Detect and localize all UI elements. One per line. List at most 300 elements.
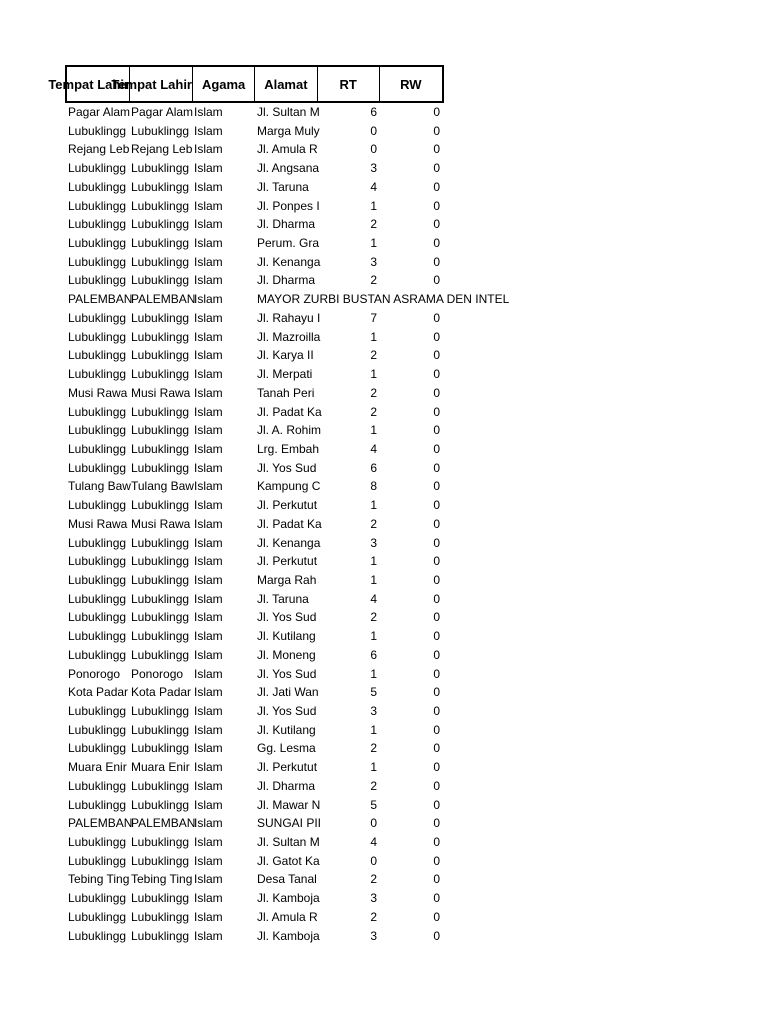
cell-rw[interactable]: 0 bbox=[433, 123, 440, 138]
cell-rt[interactable]: 0 bbox=[370, 816, 377, 831]
cell-rt[interactable]: 1 bbox=[370, 329, 377, 344]
cell-agama[interactable]: Islam bbox=[194, 254, 223, 269]
header-rw[interactable]: RW bbox=[400, 76, 422, 92]
cell-tempat-lahir-1[interactable]: Lubuklingg bbox=[68, 404, 127, 419]
cell-tempat-lahir-1[interactable]: Lubuklingg bbox=[68, 123, 127, 138]
cell-agama[interactable]: Islam bbox=[194, 236, 223, 251]
cell-rt[interactable]: 1 bbox=[370, 722, 377, 737]
cell-rt[interactable]: 0 bbox=[370, 142, 377, 157]
cell-alamat[interactable]: Jl. Perkutut bbox=[257, 760, 318, 775]
cell-tempat-lahir-1[interactable]: Lubuklingg bbox=[68, 498, 127, 513]
header-row bbox=[48, 65, 444, 103]
cell-tempat-lahir-2[interactable]: Lubuklingg bbox=[131, 367, 190, 382]
table-row bbox=[65, 197, 444, 216]
cell-alamat[interactable]: Jl. Dharma bbox=[257, 217, 316, 232]
cell-rw[interactable]: 0 bbox=[433, 236, 440, 251]
cell-rt[interactable]: 7 bbox=[370, 310, 377, 325]
cell-tempat-lahir-1[interactable]: Lubuklingg bbox=[68, 909, 127, 924]
cell-rt[interactable]: 1 bbox=[370, 423, 377, 438]
cell-tempat-lahir-1[interactable]: Lubuklingg bbox=[68, 891, 127, 906]
cell-rt[interactable]: 1 bbox=[370, 760, 377, 775]
cell-rt[interactable]: 2 bbox=[370, 217, 377, 232]
cell-tempat-lahir-2[interactable]: Lubuklingg bbox=[131, 123, 190, 138]
cell-rw[interactable]: 0 bbox=[433, 460, 440, 475]
cell-agama[interactable]: Islam bbox=[194, 460, 223, 475]
cell-rw[interactable]: 0 bbox=[433, 647, 440, 662]
cell-rw[interactable]: 0 bbox=[433, 516, 440, 531]
cell-rw[interactable]: 0 bbox=[433, 741, 440, 756]
cell-alamat[interactable]: Jl. Yos Sud bbox=[257, 460, 317, 475]
cell-tempat-lahir-2[interactable]: Lubuklingg bbox=[131, 591, 190, 606]
cell-tempat-lahir-2[interactable]: Kota Padar bbox=[131, 685, 192, 700]
cell-tempat-lahir-2[interactable]: Lubuklingg bbox=[131, 198, 190, 213]
cell-alamat[interactable]: Gg. Lesma bbox=[257, 741, 316, 756]
cell-agama[interactable]: Islam bbox=[194, 498, 223, 513]
cell-agama[interactable]: Islam bbox=[194, 704, 223, 718]
cell-alamat[interactable]: Jl. Kamboja bbox=[257, 928, 320, 943]
cell-tempat-lahir-1[interactable]: Kota Padar bbox=[68, 685, 129, 700]
cell-rw[interactable]: 0 bbox=[433, 685, 440, 700]
table-row bbox=[65, 927, 444, 946]
cell-tempat-lahir-2[interactable]: Lubuklingg bbox=[131, 254, 190, 269]
cell-alamat[interactable]: Jl. Yos Sud bbox=[257, 610, 317, 625]
cell-tempat-lahir-2[interactable]: Lubuklingg bbox=[131, 909, 190, 924]
cell-alamat[interactable]: Marga Muly bbox=[257, 123, 320, 138]
cell-tempat-lahir-1[interactable]: Lubuklingg bbox=[68, 460, 127, 475]
cell-alamat[interactable]: Jl. Yos Sud bbox=[257, 666, 317, 681]
cell-tempat-lahir-2[interactable]: Lubuklingg bbox=[131, 348, 190, 363]
cell-rw[interactable]: 0 bbox=[433, 535, 440, 550]
cell-rt[interactable]: 3 bbox=[370, 161, 377, 176]
cell-tempat-lahir-2[interactable]: Lubuklingg bbox=[131, 404, 190, 419]
cell-tempat-lahir-2[interactable]: Lubuklingg bbox=[131, 629, 190, 644]
cell-tempat-lahir-1[interactable]: Lubuklingg bbox=[68, 423, 127, 438]
cell-rt[interactable]: 2 bbox=[370, 516, 377, 531]
cell-rt[interactable]: 3 bbox=[370, 254, 377, 269]
cell-alamat[interactable]: Jl. Padat Ka bbox=[257, 516, 322, 531]
table-row bbox=[65, 683, 444, 702]
cell-alamat[interactable]: Jl. Amula R bbox=[257, 142, 318, 157]
cell-tempat-lahir-1[interactable]: Lubuklingg bbox=[68, 348, 127, 363]
cell-rw[interactable]: 0 bbox=[433, 928, 440, 943]
cell-tempat-lahir-1[interactable]: Lubuklingg bbox=[68, 217, 127, 232]
cell-alamat[interactable]: Jl. Kutilang bbox=[257, 722, 316, 737]
cell-rt[interactable]: 6 bbox=[370, 647, 377, 662]
cell-alamat[interactable]: Jl. Yos Sud bbox=[257, 704, 317, 718]
cell-alamat[interactable]: Jl. Kenanga bbox=[257, 254, 321, 269]
cell-rw[interactable]: 0 bbox=[433, 891, 440, 906]
cell-tempat-lahir-1[interactable]: Lubuklingg bbox=[68, 853, 127, 868]
cell-tempat-lahir-2[interactable]: PALEMBAN bbox=[131, 292, 196, 307]
cell-tempat-lahir-2[interactable]: Lubuklingg bbox=[131, 722, 190, 737]
cell-tempat-lahir-2[interactable]: Lubuklingg bbox=[131, 647, 190, 662]
cell-tempat-lahir-1[interactable]: Lubuklingg bbox=[68, 554, 127, 569]
cell-tempat-lahir-2[interactable]: Lubuklingg bbox=[131, 498, 190, 513]
table-row bbox=[65, 103, 444, 122]
cell-rw[interactable]: 0 bbox=[433, 835, 440, 850]
cell-tempat-lahir-2[interactable]: Tulang Baw bbox=[131, 479, 194, 494]
cell-rw[interactable]: 0 bbox=[433, 816, 440, 831]
cell-agama[interactable]: Islam bbox=[194, 610, 223, 625]
cell-rt[interactable]: 5 bbox=[370, 797, 377, 812]
cell-tempat-lahir-2[interactable]: Lubuklingg bbox=[131, 797, 190, 812]
cell-tempat-lahir-1[interactable]: Lubuklingg bbox=[68, 236, 127, 251]
cell-alamat[interactable]: Jl. Taruna bbox=[257, 591, 309, 606]
cell-agama[interactable]: Islam bbox=[194, 310, 223, 325]
cell-alamat[interactable]: Jl. Mazroilla bbox=[257, 329, 321, 344]
cell-rw[interactable]: 0 bbox=[433, 909, 440, 924]
cell-agama[interactable]: Islam bbox=[194, 142, 223, 157]
cell-agama[interactable]: Islam bbox=[194, 123, 223, 138]
cell-agama[interactable]: Islam bbox=[194, 853, 223, 868]
cell-tempat-lahir-2[interactable]: Lubuklingg bbox=[131, 423, 190, 438]
cell-tempat-lahir-1[interactable]: Lubuklingg bbox=[68, 329, 127, 344]
cell-tempat-lahir-2[interactable]: Musi Rawa bbox=[131, 385, 191, 400]
cell-alamat[interactable]: Jl. Kamboja bbox=[257, 891, 320, 906]
cell-rw[interactable]: 0 bbox=[433, 142, 440, 157]
cell-agama[interactable]: Islam bbox=[194, 329, 223, 344]
cell-rw[interactable]: 0 bbox=[433, 179, 440, 194]
cell-tempat-lahir-2[interactable]: Lubuklingg bbox=[131, 610, 190, 625]
cell-alamat[interactable]: Jl. Dharma bbox=[257, 273, 316, 288]
cell-alamat[interactable]: Jl. A. Rohim bbox=[257, 423, 322, 438]
cell-rw[interactable]: 0 bbox=[433, 310, 440, 325]
cell-agama[interactable]: Islam bbox=[194, 535, 223, 550]
cell-rw[interactable]: 0 bbox=[433, 367, 440, 382]
cell-alamat[interactable]: MAYOR ZURBI BUSTAN ASRAMA DEN INTEL bbox=[257, 292, 510, 307]
table-row bbox=[65, 421, 444, 440]
cell-agama[interactable]: Islam bbox=[194, 572, 223, 587]
cell-rw[interactable]: 0 bbox=[433, 198, 440, 213]
cell-alamat[interactable]: Lrg. Embah bbox=[257, 441, 320, 456]
cell-agama[interactable]: Islam bbox=[194, 816, 223, 831]
cell-rt[interactable]: 1 bbox=[370, 554, 377, 569]
table-row bbox=[65, 496, 444, 515]
table-row bbox=[65, 590, 444, 609]
cell-tempat-lahir-2[interactable]: Lubuklingg bbox=[131, 704, 190, 718]
cell-rt[interactable]: 1 bbox=[370, 572, 377, 587]
table-row bbox=[65, 739, 444, 758]
cell-rt[interactable]: 1 bbox=[370, 666, 377, 681]
cell-agama[interactable]: Islam bbox=[194, 722, 223, 737]
cell-rw[interactable]: 0 bbox=[433, 217, 440, 232]
cell-tempat-lahir-1[interactable]: PALEMBAN bbox=[68, 816, 133, 831]
cell-alamat[interactable]: Jl. Amula R bbox=[257, 909, 318, 924]
cell-agama[interactable]: Islam bbox=[194, 385, 223, 400]
cell-agama[interactable]: Islam bbox=[194, 217, 223, 232]
cell-tempat-lahir-1[interactable]: Ponorogo bbox=[68, 666, 121, 681]
cell-alamat[interactable]: Jl. Sultan M bbox=[257, 835, 320, 850]
cell-alamat[interactable]: Tanah Peri bbox=[257, 385, 315, 400]
cell-alamat[interactable]: Jl. Perkutut bbox=[257, 498, 318, 513]
cell-rt[interactable]: 2 bbox=[370, 909, 377, 924]
table-row bbox=[65, 852, 444, 871]
cell-rt[interactable]: 2 bbox=[370, 385, 377, 400]
cell-agama[interactable]: Islam bbox=[194, 666, 223, 681]
cell-rt[interactable]: 0 bbox=[370, 853, 377, 868]
cell-tempat-lahir-2[interactable]: PALEMBAN bbox=[131, 816, 196, 831]
cell-tempat-lahir-2[interactable]: Pagar Alam bbox=[131, 105, 194, 119]
cell-rt[interactable]: 2 bbox=[370, 778, 377, 793]
cell-rw[interactable]: 0 bbox=[433, 161, 440, 176]
cell-agama[interactable]: Islam bbox=[194, 835, 223, 850]
cell-tempat-lahir-2[interactable]: Lubuklingg bbox=[131, 778, 190, 793]
cell-rt[interactable]: 2 bbox=[370, 872, 377, 887]
cell-rw[interactable]: 0 bbox=[433, 385, 440, 400]
cell-alamat[interactable]: Jl. Karya II bbox=[257, 348, 314, 363]
cell-tempat-lahir-1[interactable]: Lubuklingg bbox=[68, 179, 127, 194]
cell-rt[interactable]: 6 bbox=[370, 460, 377, 475]
table-row bbox=[65, 627, 444, 646]
cell-agama[interactable]: Islam bbox=[194, 872, 223, 887]
table-row bbox=[65, 477, 444, 496]
cell-tempat-lahir-1[interactable]: Lubuklingg bbox=[68, 367, 127, 382]
table-row bbox=[65, 309, 444, 328]
cell-alamat[interactable]: Jl. Sultan M bbox=[257, 105, 320, 119]
cell-rw[interactable]: 0 bbox=[433, 760, 440, 775]
table-row bbox=[65, 646, 444, 665]
cell-alamat[interactable]: Jl. Angsana bbox=[257, 161, 320, 176]
cell-rw[interactable]: 0 bbox=[433, 348, 440, 363]
header-tempat-lahir-2[interactable]: Tempat Lahir bbox=[130, 67, 193, 101]
cell-agama[interactable]: Islam bbox=[194, 179, 223, 194]
cell-tempat-lahir-1[interactable]: Lubuklingg bbox=[68, 310, 127, 325]
cell-alamat[interactable]: Jl. Kenanga bbox=[257, 535, 321, 550]
cell-rt[interactable]: 3 bbox=[370, 535, 377, 550]
cell-agama[interactable]: Islam bbox=[194, 797, 223, 812]
cell-tempat-lahir-2[interactable]: Lubuklingg bbox=[131, 928, 190, 943]
cell-rw[interactable] bbox=[380, 290, 443, 309]
cell-agama[interactable]: Islam bbox=[194, 404, 223, 419]
cell-tempat-lahir-1[interactable]: Lubuklingg bbox=[68, 610, 127, 625]
table-row bbox=[65, 459, 444, 478]
cell-tempat-lahir-2[interactable]: Lubuklingg bbox=[131, 441, 190, 456]
cell-agama[interactable]: Islam bbox=[194, 273, 223, 288]
cell-tempat-lahir-2[interactable]: Lubuklingg bbox=[131, 741, 190, 756]
cell-alamat[interactable]: Jl. Taruna bbox=[257, 179, 309, 194]
cell-rt[interactable]: 1 bbox=[370, 236, 377, 251]
table-row bbox=[65, 814, 444, 833]
cell-tempat-lahir-1[interactable]: Pagar Alam bbox=[68, 105, 131, 119]
cell-tempat-lahir-1[interactable]: Lubuklingg bbox=[68, 572, 127, 587]
cell-alamat[interactable]: Jl. Padat Ka bbox=[257, 404, 322, 419]
cell-rw[interactable]: 0 bbox=[433, 722, 440, 737]
header-rt[interactable]: RT bbox=[318, 67, 380, 101]
cell-rt[interactable]: 1 bbox=[370, 367, 377, 382]
cell-tempat-lahir-2[interactable]: Rejang Leb bbox=[131, 142, 193, 157]
cell-agama[interactable]: Islam bbox=[194, 479, 223, 494]
cell-tempat-lahir-1[interactable]: Tulang Baw bbox=[68, 479, 131, 494]
cell-agama[interactable]: Islam bbox=[194, 348, 223, 363]
cell-tempat-lahir-1[interactable]: Lubuklingg bbox=[68, 778, 127, 793]
cell-rt[interactable]: 1 bbox=[370, 498, 377, 513]
cell-tempat-lahir-1[interactable]: Lubuklingg bbox=[68, 928, 127, 943]
cell-tempat-lahir-1[interactable]: Muara Enir bbox=[68, 760, 127, 775]
cell-rw[interactable]: 0 bbox=[433, 105, 440, 119]
cell-rw[interactable]: 0 bbox=[433, 704, 440, 718]
cell-tempat-lahir-2[interactable]: Lubuklingg bbox=[131, 161, 190, 176]
cell-agama[interactable]: Islam bbox=[194, 198, 223, 213]
cell-alamat[interactable]: Jl. Ponpes I bbox=[257, 198, 320, 213]
cell-alamat[interactable]: Desa Tanal bbox=[257, 872, 317, 887]
cell-tempat-lahir-2[interactable]: Muara Enir bbox=[131, 760, 190, 775]
cell-agama[interactable]: Islam bbox=[194, 778, 223, 793]
cell-rw[interactable]: 0 bbox=[433, 629, 440, 644]
table-row bbox=[65, 271, 444, 290]
cell-rw[interactable]: 0 bbox=[433, 404, 440, 419]
cell-agama[interactable]: Islam bbox=[194, 105, 223, 119]
cell-tempat-lahir-1[interactable]: Lubuklingg bbox=[68, 535, 127, 550]
cell-alamat[interactable]: Jl. Merpati bbox=[257, 367, 313, 382]
cell-rw[interactable]: 0 bbox=[433, 666, 440, 681]
cell-rt[interactable]: 2 bbox=[370, 348, 377, 363]
cell-rt[interactable]: 4 bbox=[370, 441, 377, 456]
cell-tempat-lahir-2[interactable]: Lubuklingg bbox=[131, 236, 190, 251]
cell-tempat-lahir-2[interactable]: Lubuklingg bbox=[131, 835, 190, 850]
cell-rw[interactable]: 0 bbox=[433, 591, 440, 606]
cell-tempat-lahir-1[interactable]: Lubuklingg bbox=[68, 254, 127, 269]
cell-rt[interactable] bbox=[317, 290, 380, 309]
cell-tempat-lahir-1[interactable]: PALEMBAN bbox=[68, 292, 133, 307]
cell-tempat-lahir-1[interactable]: Lubuklingg bbox=[68, 741, 127, 756]
cell-rt[interactable]: 6 bbox=[370, 105, 377, 119]
cell-tempat-lahir-1[interactable]: Lubuklingg bbox=[68, 198, 127, 213]
cell-agama[interactable]: Islam bbox=[194, 741, 223, 756]
table-row bbox=[65, 122, 444, 141]
cell-rt[interactable]: 8 bbox=[370, 479, 377, 494]
cell-agama[interactable]: Islam bbox=[194, 928, 223, 943]
cell-tempat-lahir-1[interactable]: Musi Rawa bbox=[68, 516, 128, 531]
cell-tempat-lahir-2[interactable]: Tebing Ting bbox=[131, 872, 193, 887]
cell-alamat[interactable]: Jl. Rahayu I bbox=[257, 310, 321, 325]
cell-rw[interactable]: 0 bbox=[433, 554, 440, 569]
cell-tempat-lahir-2[interactable]: Lubuklingg bbox=[131, 460, 190, 475]
cell-tempat-lahir-1[interactable]: Lubuklingg bbox=[68, 722, 127, 737]
cell-rt[interactable]: 3 bbox=[370, 704, 377, 718]
cell-alamat[interactable]: Jl. Dharma bbox=[257, 778, 316, 793]
cell-rw[interactable]: 0 bbox=[433, 254, 440, 269]
cell-tempat-lahir-2[interactable]: Musi Rawa bbox=[131, 516, 191, 531]
table-row bbox=[65, 889, 444, 908]
cell-tempat-lahir-2[interactable]: Ponorogo bbox=[131, 666, 184, 681]
cell-agama[interactable]: Islam bbox=[194, 441, 223, 456]
cell-rw[interactable]: 0 bbox=[433, 872, 440, 887]
cell-rt[interactable]: 3 bbox=[370, 928, 377, 943]
cell-tempat-lahir-2[interactable]: Lubuklingg bbox=[131, 891, 190, 906]
cell-rt[interactable]: 4 bbox=[370, 179, 377, 194]
cell-tempat-lahir-2[interactable]: Lubuklingg bbox=[131, 329, 190, 344]
cell-agama[interactable]: Islam bbox=[194, 367, 223, 382]
cell-tempat-lahir-2[interactable]: Lubuklingg bbox=[131, 554, 190, 569]
cell-agama[interactable]: Islam bbox=[194, 161, 223, 176]
cell-rt[interactable]: 4 bbox=[370, 591, 377, 606]
cell-rw[interactable]: 0 bbox=[433, 610, 440, 625]
header-agama[interactable]: Agama bbox=[193, 67, 255, 101]
cell-rt[interactable]: 0 bbox=[370, 123, 377, 138]
cell-alamat[interactable]: Jl. Gatot Ka bbox=[257, 853, 320, 868]
cell-rt[interactable]: 3 bbox=[370, 891, 377, 906]
cell-tempat-lahir-1[interactable]: Lubuklingg bbox=[68, 704, 127, 718]
header-tempat-lahir-1[interactable]: Tempat Lahir bbox=[67, 67, 130, 101]
cell-tempat-lahir-1[interactable]: Lubuklingg bbox=[68, 591, 127, 606]
cell-rt[interactable]: 4 bbox=[370, 835, 377, 850]
table-row bbox=[65, 403, 444, 422]
cell-tempat-lahir-2[interactable]: Lubuklingg bbox=[131, 853, 190, 868]
cell-agama[interactable]: Islam bbox=[194, 516, 223, 531]
cell-agama[interactable]: Islam bbox=[194, 554, 223, 569]
cell-rw[interactable]: 0 bbox=[433, 572, 440, 587]
cell-tempat-lahir-1[interactable]: Rejang Leb bbox=[68, 142, 130, 157]
cell-agama[interactable]: Islam bbox=[194, 629, 223, 644]
cell-tempat-lahir-2[interactable]: Lubuklingg bbox=[131, 535, 190, 550]
cell-alamat[interactable]: Kampung C bbox=[257, 479, 321, 494]
cell-rt[interactable]: 5 bbox=[370, 685, 377, 700]
cell-tempat-lahir-1[interactable]: Lubuklingg bbox=[68, 647, 127, 662]
cell-agama[interactable]: Islam bbox=[194, 423, 223, 438]
cell-tempat-lahir-1[interactable]: Lubuklingg bbox=[68, 273, 127, 288]
cell-tempat-lahir-1[interactable]: Lubuklingg bbox=[68, 797, 127, 812]
cell-alamat[interactable]: SUNGAI PII bbox=[257, 816, 322, 831]
table-row bbox=[65, 833, 444, 852]
cell-tempat-lahir-2[interactable]: Lubuklingg bbox=[131, 217, 190, 232]
cell-rw[interactable]: 0 bbox=[433, 441, 440, 456]
cell-alamat[interactable]: Jl. Moneng bbox=[257, 647, 316, 662]
cell-tempat-lahir-1[interactable]: Lubuklingg bbox=[68, 161, 127, 176]
cell-tempat-lahir-1[interactable]: Lubuklingg bbox=[68, 441, 127, 456]
cell-alamat[interactable]: Perum. Gra bbox=[257, 236, 320, 251]
cell-tempat-lahir-1[interactable]: Musi Rawa bbox=[68, 385, 128, 400]
cell-agama[interactable]: Islam bbox=[194, 760, 223, 775]
table-row bbox=[65, 253, 444, 272]
cell-agama[interactable]: Islam bbox=[194, 647, 223, 662]
cell-agama[interactable]: Islam bbox=[194, 685, 223, 700]
cell-alamat[interactable]: Jl. Kutilang bbox=[257, 629, 316, 644]
cell-tempat-lahir-1[interactable]: Lubuklingg bbox=[68, 835, 127, 850]
table-row bbox=[65, 178, 444, 197]
cell-rw[interactable]: 0 bbox=[433, 797, 440, 812]
cell-alamat[interactable]: Marga Rah bbox=[257, 572, 317, 587]
cell-agama[interactable]: Islam bbox=[194, 292, 223, 307]
table-row bbox=[65, 384, 444, 403]
cell-tempat-lahir-2[interactable]: Lubuklingg bbox=[131, 310, 190, 325]
cell-tempat-lahir-1[interactable]: Lubuklingg bbox=[68, 629, 127, 644]
cell-agama[interactable]: Islam bbox=[194, 591, 223, 606]
cell-rw[interactable]: 0 bbox=[433, 423, 440, 438]
cell-rw[interactable]: 0 bbox=[433, 778, 440, 793]
cell-tempat-lahir-2[interactable]: Lubuklingg bbox=[131, 572, 190, 587]
cell-rw[interactable]: 0 bbox=[433, 853, 440, 868]
cell-rw[interactable]: 0 bbox=[433, 273, 440, 288]
cell-rt[interactable]: 2 bbox=[370, 610, 377, 625]
cell-agama[interactable]: Islam bbox=[194, 909, 223, 924]
header-alamat[interactable]: Alamat bbox=[255, 67, 317, 101]
cell-alamat[interactable]: Jl. Perkutut bbox=[257, 554, 318, 569]
cell-rw[interactable]: 0 bbox=[433, 498, 440, 513]
cell-rt[interactable]: 2 bbox=[370, 273, 377, 288]
cell-rt[interactable]: 2 bbox=[370, 741, 377, 756]
cell-alamat[interactable]: Jl. Jati Wan bbox=[257, 685, 319, 700]
cell-agama[interactable]: Islam bbox=[194, 891, 223, 906]
cell-tempat-lahir-2[interactable]: Lubuklingg bbox=[131, 273, 190, 288]
cell-tempat-lahir-2[interactable]: Lubuklingg bbox=[131, 179, 190, 194]
cell-alamat[interactable]: Jl. Mawar N bbox=[257, 797, 321, 812]
cell-rt[interactable]: 1 bbox=[370, 198, 377, 213]
cell-tempat-lahir-1[interactable]: Tebing Ting bbox=[68, 872, 130, 887]
cell-rt[interactable]: 2 bbox=[370, 404, 377, 419]
cell-rw[interactable]: 0 bbox=[433, 479, 440, 494]
cell-rw[interactable]: 0 bbox=[433, 329, 440, 344]
cell-rt[interactable]: 1 bbox=[370, 629, 377, 644]
